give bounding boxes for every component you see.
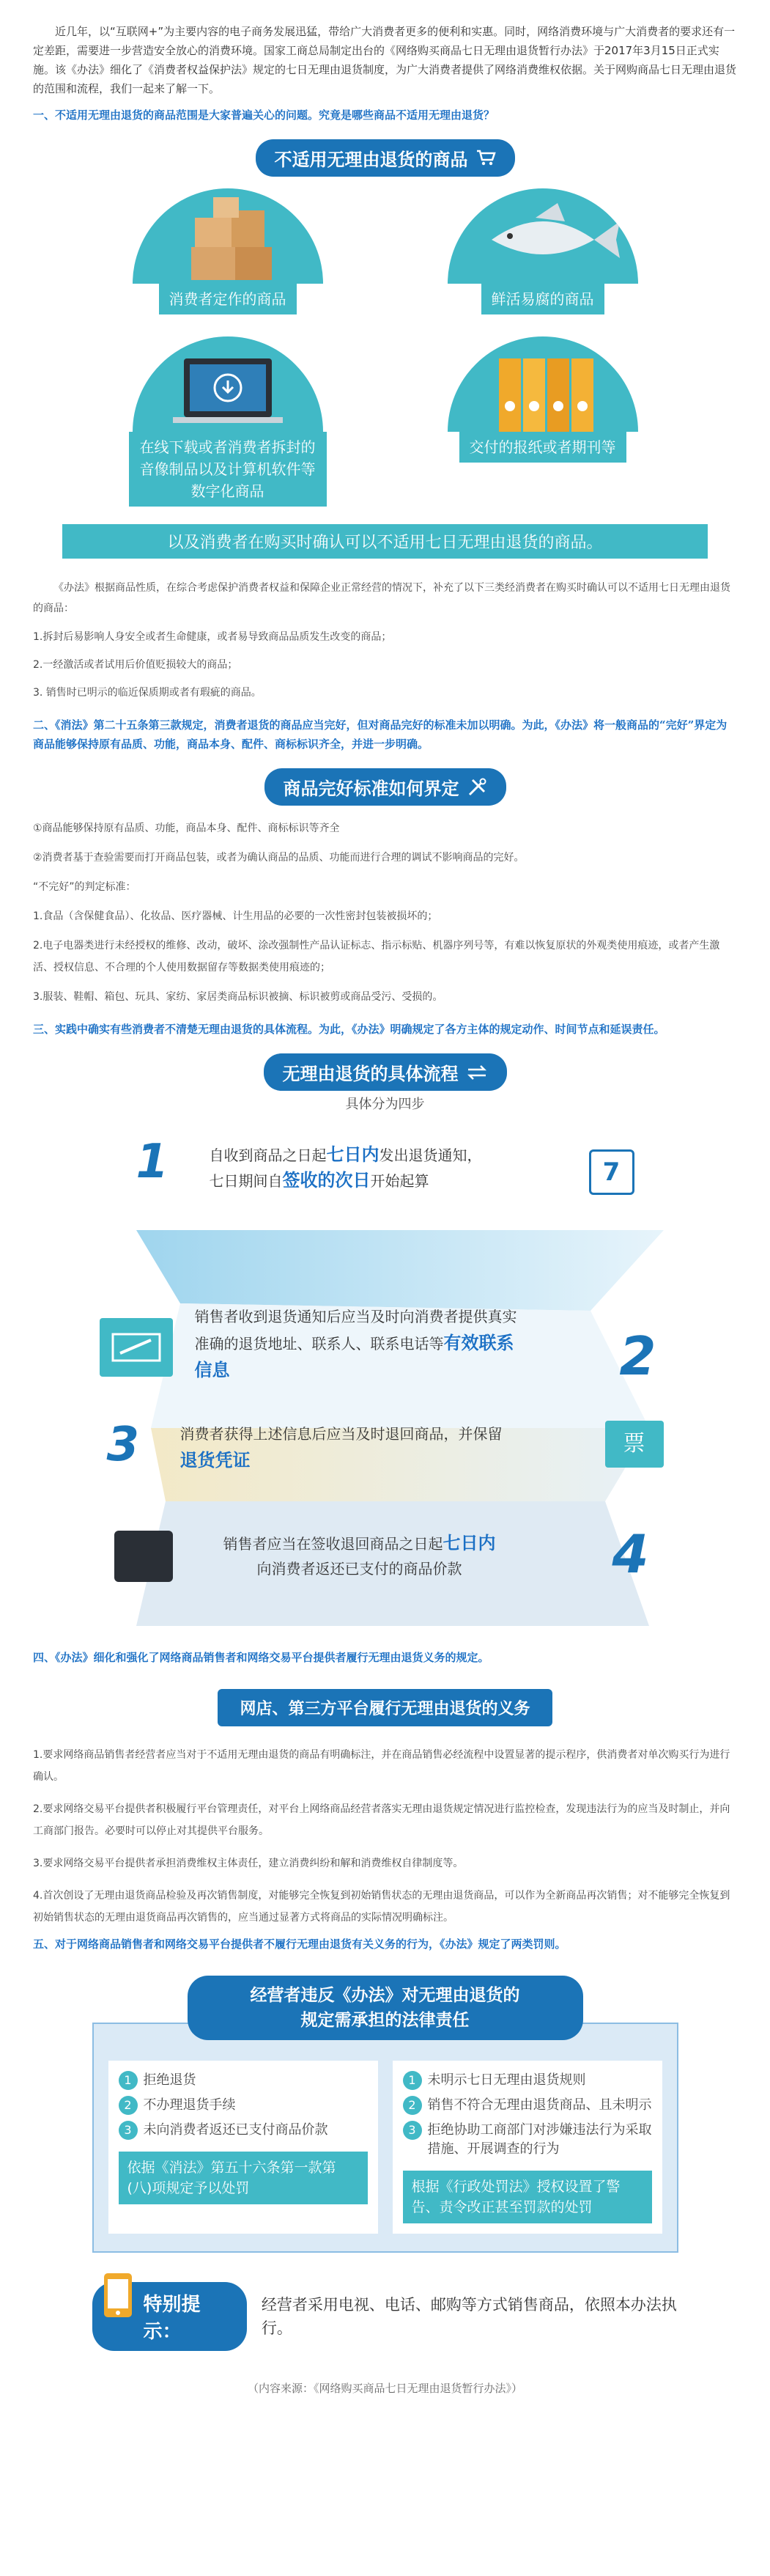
item-text: 拒绝协助工商部门对涉嫌违法行为采取措施、开展调查的行为 xyxy=(427,2122,652,2157)
item-label: 在线下载或者消费者拆封的音像制品以及计算机软件等数字化商品 xyxy=(129,432,327,507)
step-text: 七日期间自 xyxy=(209,1172,283,1190)
step-highlight: 七日内 xyxy=(443,1533,496,1553)
title-line: 经营者违反《办法》对无理由退货的 xyxy=(250,1986,520,2005)
receipt-icon: 票 xyxy=(605,1421,664,1468)
list-item: 2.电子电器类进行未经授权的维修、改动，破坏、涂改强制性产品认证标志、指示标贴、机器序列号等，有难以恢复原状的外观类使用痕迹，或者产生激活、授权信息、不合理的个人使用数据留存等数据类使用痕迹的； xyxy=(33,940,720,974)
payment-icon xyxy=(114,1531,173,1582)
tip-text: 经营者采用电视、电话、邮购等方式销售商品，依照本办法执行。 xyxy=(261,2296,677,2337)
list-item: “不完好”的判定标准： xyxy=(33,881,136,893)
boxes-icon xyxy=(133,188,323,284)
exchange-icon xyxy=(466,1064,488,1081)
step-text: 发出退货通知， xyxy=(379,1147,482,1164)
flow-step-1 xyxy=(136,1135,634,1193)
list-item: 2.要求网络交易平台提供者积极履行平台管理责任，对平台上网络商品经营者落实无理由退货规定情况进行监控检查，发现违法行为的应当及时制止，并向工商部门报告。必要时可以停止对其提供平台服务。 xyxy=(33,1803,730,1837)
step-text: 销售者应当在签收退回商品之日起 xyxy=(223,1535,443,1553)
number-badge: 3 xyxy=(119,2121,138,2140)
item-text: 未明示七日无理由退货规则 xyxy=(427,2072,586,2088)
step-highlight: 签收的次日 xyxy=(282,1170,371,1191)
fish-icon xyxy=(448,188,638,284)
section-title-return-flow xyxy=(264,1053,507,1091)
phone-icon xyxy=(100,2272,136,2319)
list-item xyxy=(403,2071,652,2090)
legal-left-basis: 依据《消法》第五十六条第一款第(八)项规定予以处罚 xyxy=(119,2152,368,2204)
item-newspapers xyxy=(407,336,678,507)
content-source: （内容来源：《网络购买商品七日无理由退货暂行办法》） xyxy=(247,2382,522,2395)
section-title-intact-standard xyxy=(264,768,506,806)
flow-subtitle: 具体分为四步 xyxy=(345,1097,425,1112)
list-item xyxy=(119,2121,368,2140)
question-4: 四、《办法》细化和强化了网络商品销售者和网络交易平台提供者履行无理由退货义务的规定。 xyxy=(33,1651,489,1664)
list-item: ①商品能够保持原有品质、功能，商品本身、配件、商标标识等齐全 xyxy=(33,823,340,834)
section-title-label: 商品完好标准如何界定 xyxy=(283,779,459,799)
list-intact-criteria xyxy=(33,817,737,1008)
step-text: 开始起算 xyxy=(370,1172,429,1190)
section-title-platform-duty: 网店、第三方平台履行无理由退货的义务 xyxy=(218,1689,552,1726)
item-text: 不办理退货手续 xyxy=(143,2097,236,2113)
flow-step-3 xyxy=(92,1418,678,1474)
number-badge: 2 xyxy=(119,2096,138,2115)
list-item: 1.拆封后易影响人身安全或者生命健康，或者易导致商品品质发生改变的商品； xyxy=(33,631,392,643)
cart-icon xyxy=(475,150,496,167)
list-item xyxy=(119,2096,368,2115)
section-title-label: 不适用无理由退货的商品 xyxy=(274,150,468,170)
step-number: 3 xyxy=(106,1418,140,1472)
question-2: 二、《消法》第二十五条第三款规定，消费者退货的商品应当完好，但对商品完好的标准未加以明确。为此，《办法》将一般商品的“完好”界定为商品能够保持原有品质、功能，商品本身、配件、商标标识齐全，并进一步明确。 xyxy=(33,718,728,751)
calendar-icon: 7 xyxy=(589,1149,634,1195)
legal-liability-panel xyxy=(92,1976,678,2253)
legal-right-basis: 根据《行政处罚法》授权设置了警告、责令改正甚至罚款的处罚 xyxy=(403,2171,652,2223)
step-text: 向消费者返还已支付的商品价款 xyxy=(256,1560,462,1578)
number-badge: 3 xyxy=(403,2121,422,2140)
step-highlight: 退货凭证 xyxy=(179,1450,251,1471)
list-item: 3.要求网络交易平台提供者承担消费维权主体责任，建立消费纠纷和解和消费维权自律制度等。 xyxy=(33,1858,464,1869)
step-highlight: 有效联系信息 xyxy=(194,1333,514,1380)
intro-paragraph: 近几年，以“互联网+”为主要内容的电子商务发展迅猛，带给广大消费者更多的便利和实惠。同时，网络消费环境与广大消费者的要求还有一定差距，需要进一步营造安全放心的消费环境。国家工商总局制定出台的《网络购买商品七日无理由退货暂行办法》于2017年3月15日正式实施。该《办法》细化了《消费者权益保护法》规定的七日无理由退货制度，为广大消费者提供了网络消费维权依据。关于网购商品七日无理由退货的范围和流程，我们一起来了解一下。 xyxy=(33,25,737,95)
step-text: 自收到商品之日起 xyxy=(209,1147,327,1164)
step-number: 2 xyxy=(619,1325,656,1387)
step-text: 销售者收到退货通知后应当及时向消费者提供真实准确的退货地址、联系人、联系电话等 xyxy=(194,1308,517,1353)
number-badge: 1 xyxy=(403,2071,422,2090)
list-item: 3.服装、鞋帽、箱包、玩具、家纺、家居类商品标识被摘、标识被剪或商品受污、受损的。 xyxy=(33,991,443,1003)
list-platform-duties xyxy=(33,1744,737,1929)
tip-badge-label: 特别提示： xyxy=(143,2294,201,2343)
number-badge: 1 xyxy=(119,2071,138,2090)
flow-step-4 xyxy=(92,1523,678,1585)
question-3: 三、实践中确实有些消费者不清楚无理由退货的具体流程。为此，《办法》明确规定了各方主体的规定动作、时间节点和延误责任。 xyxy=(33,1023,665,1036)
list-extra-categories xyxy=(33,626,737,704)
special-tip xyxy=(92,2282,678,2351)
binders-icon xyxy=(448,336,638,432)
step-text-block xyxy=(188,1531,532,1581)
step-text-block xyxy=(195,1303,517,1384)
list-item: 2.一经激活或者试用后价值贬损较大的商品； xyxy=(33,659,238,671)
list-item: 1.食品（含保健食品）、化妆品、医疗器械、计生用品的必要的一次性密封包装被损坏的； xyxy=(33,910,438,922)
list-item: 4.首次创设了无理由退货商品检验及再次销售制度，对能够完全恢复到初始销售状态的无理由退货商品，可以作为全新商品再次销售；对不能够完全恢复到初始销售状态的无理由退货商品再次销售的，应当通过显著方式将商品的实际情况明确标注。 xyxy=(33,1890,730,1924)
step-number: 1 xyxy=(136,1135,169,1189)
item-digital-goods xyxy=(92,336,363,507)
number-badge: 2 xyxy=(403,2096,422,2115)
legal-right-column xyxy=(393,2061,662,2234)
item-label: 鲜活易腐的商品 xyxy=(481,284,604,314)
item-text: 销售不符合无理由退货商品、且未明示 xyxy=(427,2097,652,2113)
return-flow-diagram xyxy=(92,1120,678,1633)
item-custom-goods xyxy=(92,188,363,314)
legal-left-column xyxy=(108,2061,378,2234)
question-1: 一、不适用无理由退货的商品范围是大家普遍关心的问题。究竟是哪些商品不适用无理由退货？ xyxy=(33,108,495,122)
section-title-non-returnable xyxy=(256,139,515,177)
item-perishable-goods xyxy=(407,188,678,314)
list-item xyxy=(119,2071,368,2090)
tools-icon xyxy=(467,777,487,798)
item-text: 未向消费者返还已支付商品价款 xyxy=(143,2122,328,2138)
title-line: 规定需承担的法律责任 xyxy=(300,2011,470,2030)
step-text: 消费者获得上述信息后应当及时退回商品，并保留 xyxy=(179,1425,503,1443)
laptop-download-icon xyxy=(133,336,323,432)
list-item: 3. 销售时已明示的临近保质期或者有瑕疵的商品。 xyxy=(33,687,262,699)
notice-card-icon xyxy=(100,1318,173,1377)
non-returnable-items xyxy=(92,188,678,507)
item-label: 交付的报纸或者期刊等 xyxy=(459,432,626,463)
step-text-block xyxy=(180,1421,503,1474)
flow-step-2 xyxy=(92,1303,678,1387)
additional-note-banner: 以及消费者在购买时确认可以不适用七日无理由退货的商品。 xyxy=(62,524,708,559)
question-5: 五、对于网络商品销售者和网络交易平台提供者不履行无理由退货有关义务的行为，《办法》规定了两类罚则。 xyxy=(33,1937,566,1951)
step-number: 4 xyxy=(612,1523,649,1585)
list-item xyxy=(403,2121,652,2159)
list-item: ②消费者基于查验需要而打开商品包装，或者为确认商品的品质、功能而进行合理的调试不影响商品的完好。 xyxy=(33,852,525,864)
tip-badge xyxy=(92,2282,247,2351)
item-label: 消费者定作的商品 xyxy=(159,284,297,314)
list-item xyxy=(403,2096,652,2115)
paragraph-method: 《办法》根据商品性质，在综合考虑保护消费者权益和保障企业正常经营的情况下，补充了以下三类经消费者在购买时确认可以不适用七日无理由退货的商品： xyxy=(33,582,730,614)
step-highlight: 七日内 xyxy=(326,1144,380,1165)
list-item: 1.要求网络商品销售者经营者应当对于不适用无理由退货的商品有明确标注，并在商品销售必经流程中设置显著的提示程序，供消费者对单次购买行为进行确认。 xyxy=(33,1749,730,1783)
item-text: 拒绝退货 xyxy=(143,2072,196,2088)
legal-liability-title xyxy=(188,1976,583,2040)
section-title-label: 无理由退货的具体流程 xyxy=(282,1064,459,1084)
